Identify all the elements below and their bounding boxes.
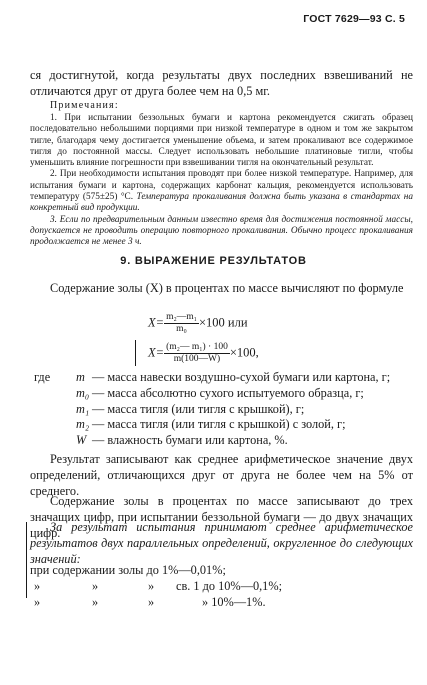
ditto-mark: » <box>92 579 99 593</box>
formula-2-fraction <box>164 342 230 365</box>
note-2 <box>30 169 413 214</box>
definition-symbol: W <box>76 433 87 448</box>
paragraph-formula-intro: Содержание золы (X) в процентах по массе вычисляют по формуле <box>50 281 404 295</box>
note-1: 1. При испытании беззольных бумаги и картона рекомендуется сжигать образец последовательно небольшими порциями при низкой температуре в одном и том же закрытом тигле, благодаря чему достигается уменьшение объема, и затем прокаливают все содержимое тигля до постоянной массы. Следует использовать небольшие платиновые тигли, чтобы уменьшить влияние погрешности при взвешивании тигля на окончательный результат. <box>30 113 413 169</box>
ditto-mark: » <box>148 595 155 609</box>
paragraph-digits: Содержание золы в процентах по массе записывают до трех значащих цифр, при испытании беззольной бумаги — до двух значащих цифр. <box>30 494 413 540</box>
definition-text: — влажность бумаги или картона, %. <box>92 433 288 448</box>
paragraph-italic-result: За результат испытания принимают среднее арифметическое результатов двух параллельных определений, округленное до следующих значений: <box>30 520 413 566</box>
formula-2 <box>148 342 259 365</box>
definition-symbol: m₁ <box>76 401 90 416</box>
definition-text: — масса абсолютно сухого испытуемого образца, г; <box>92 385 364 400</box>
page-header: ГОСТ 7629—93 С. 5 <box>303 13 405 25</box>
rounding-text: при содержании золы до 1%—0,01%; <box>30 563 226 577</box>
formula-2-numerator: (m₂— m₁) · 100 <box>166 342 228 352</box>
paragraph-result: Результат записывают как среднее арифметическое значение двух определений, отличающихся друг от друга не более чем на 5% от среднего. <box>30 452 413 498</box>
definition-text: — масса тигля (или тигля с крышкой) с золой, г; <box>92 417 346 432</box>
ditto-mark: » <box>34 595 41 609</box>
note-2-italic: Температура прокаливания должна быть указана в стандартах на конкретный вид продукции. <box>30 192 413 214</box>
rounding-text: св. 1 до 10%—0,1%; <box>176 579 282 593</box>
definition-lead: где <box>34 370 51 384</box>
notes-block <box>30 113 413 249</box>
definition-symbol: m₂ <box>76 417 90 432</box>
formula-2-denominator: m(100—W) <box>173 354 221 364</box>
formula-2-rhs: ×100, <box>229 345 259 360</box>
formula-1-numerator: m₂—m₁ <box>166 312 197 322</box>
formula-1-lhs: X= <box>148 315 165 330</box>
formula-1-denominator: m₀ <box>176 324 187 334</box>
formula-1-rhs: ×100 или <box>198 315 248 330</box>
note-3-italic: 3. Если по предварительным данным известно время для достижения постоянной массы, допускается не проводить операцию повторного прокаливания. Обычно процесс прокаливания продолжается не менее 3 ч. <box>30 214 413 248</box>
revision-bar-2 <box>26 522 27 598</box>
definition-symbol: m₀ <box>76 385 90 400</box>
revision-bar <box>135 340 136 366</box>
notes-title: Примечания: <box>50 100 119 111</box>
definition-text: — масса навески воздушно-сухой бумаги или картона, г; <box>92 370 391 384</box>
ditto-mark: » <box>92 595 99 609</box>
note-3 <box>30 215 413 249</box>
formula-2-lhs: X= <box>148 345 165 360</box>
paragraph-top: ся достигнутой, когда результаты двух последних взвешиваний не отличаются друг от друга более чем на 0,5 мг. <box>30 68 413 98</box>
ditto-mark: » <box>34 579 41 593</box>
definition-text: — масса тигля (или тигля с крышкой), г; <box>92 401 305 416</box>
section-title: 9. ВЫРАЖЕНИЕ РЕЗУЛЬТАТОВ <box>120 255 307 267</box>
note-2-text: 2. При необходимости испытания проводят при более низкой температуре. Например, для испытания бумаги и картона, содержащих карбонат кальция, рекомендуется использовать температуру (575±25) °С. <box>30 169 413 203</box>
formula-1-fraction <box>164 312 199 335</box>
formula-1 <box>148 312 248 335</box>
definition-symbol: m <box>76 370 85 384</box>
rounding-text: » 10%—1%. <box>202 595 266 609</box>
ditto-mark: » <box>148 579 155 593</box>
